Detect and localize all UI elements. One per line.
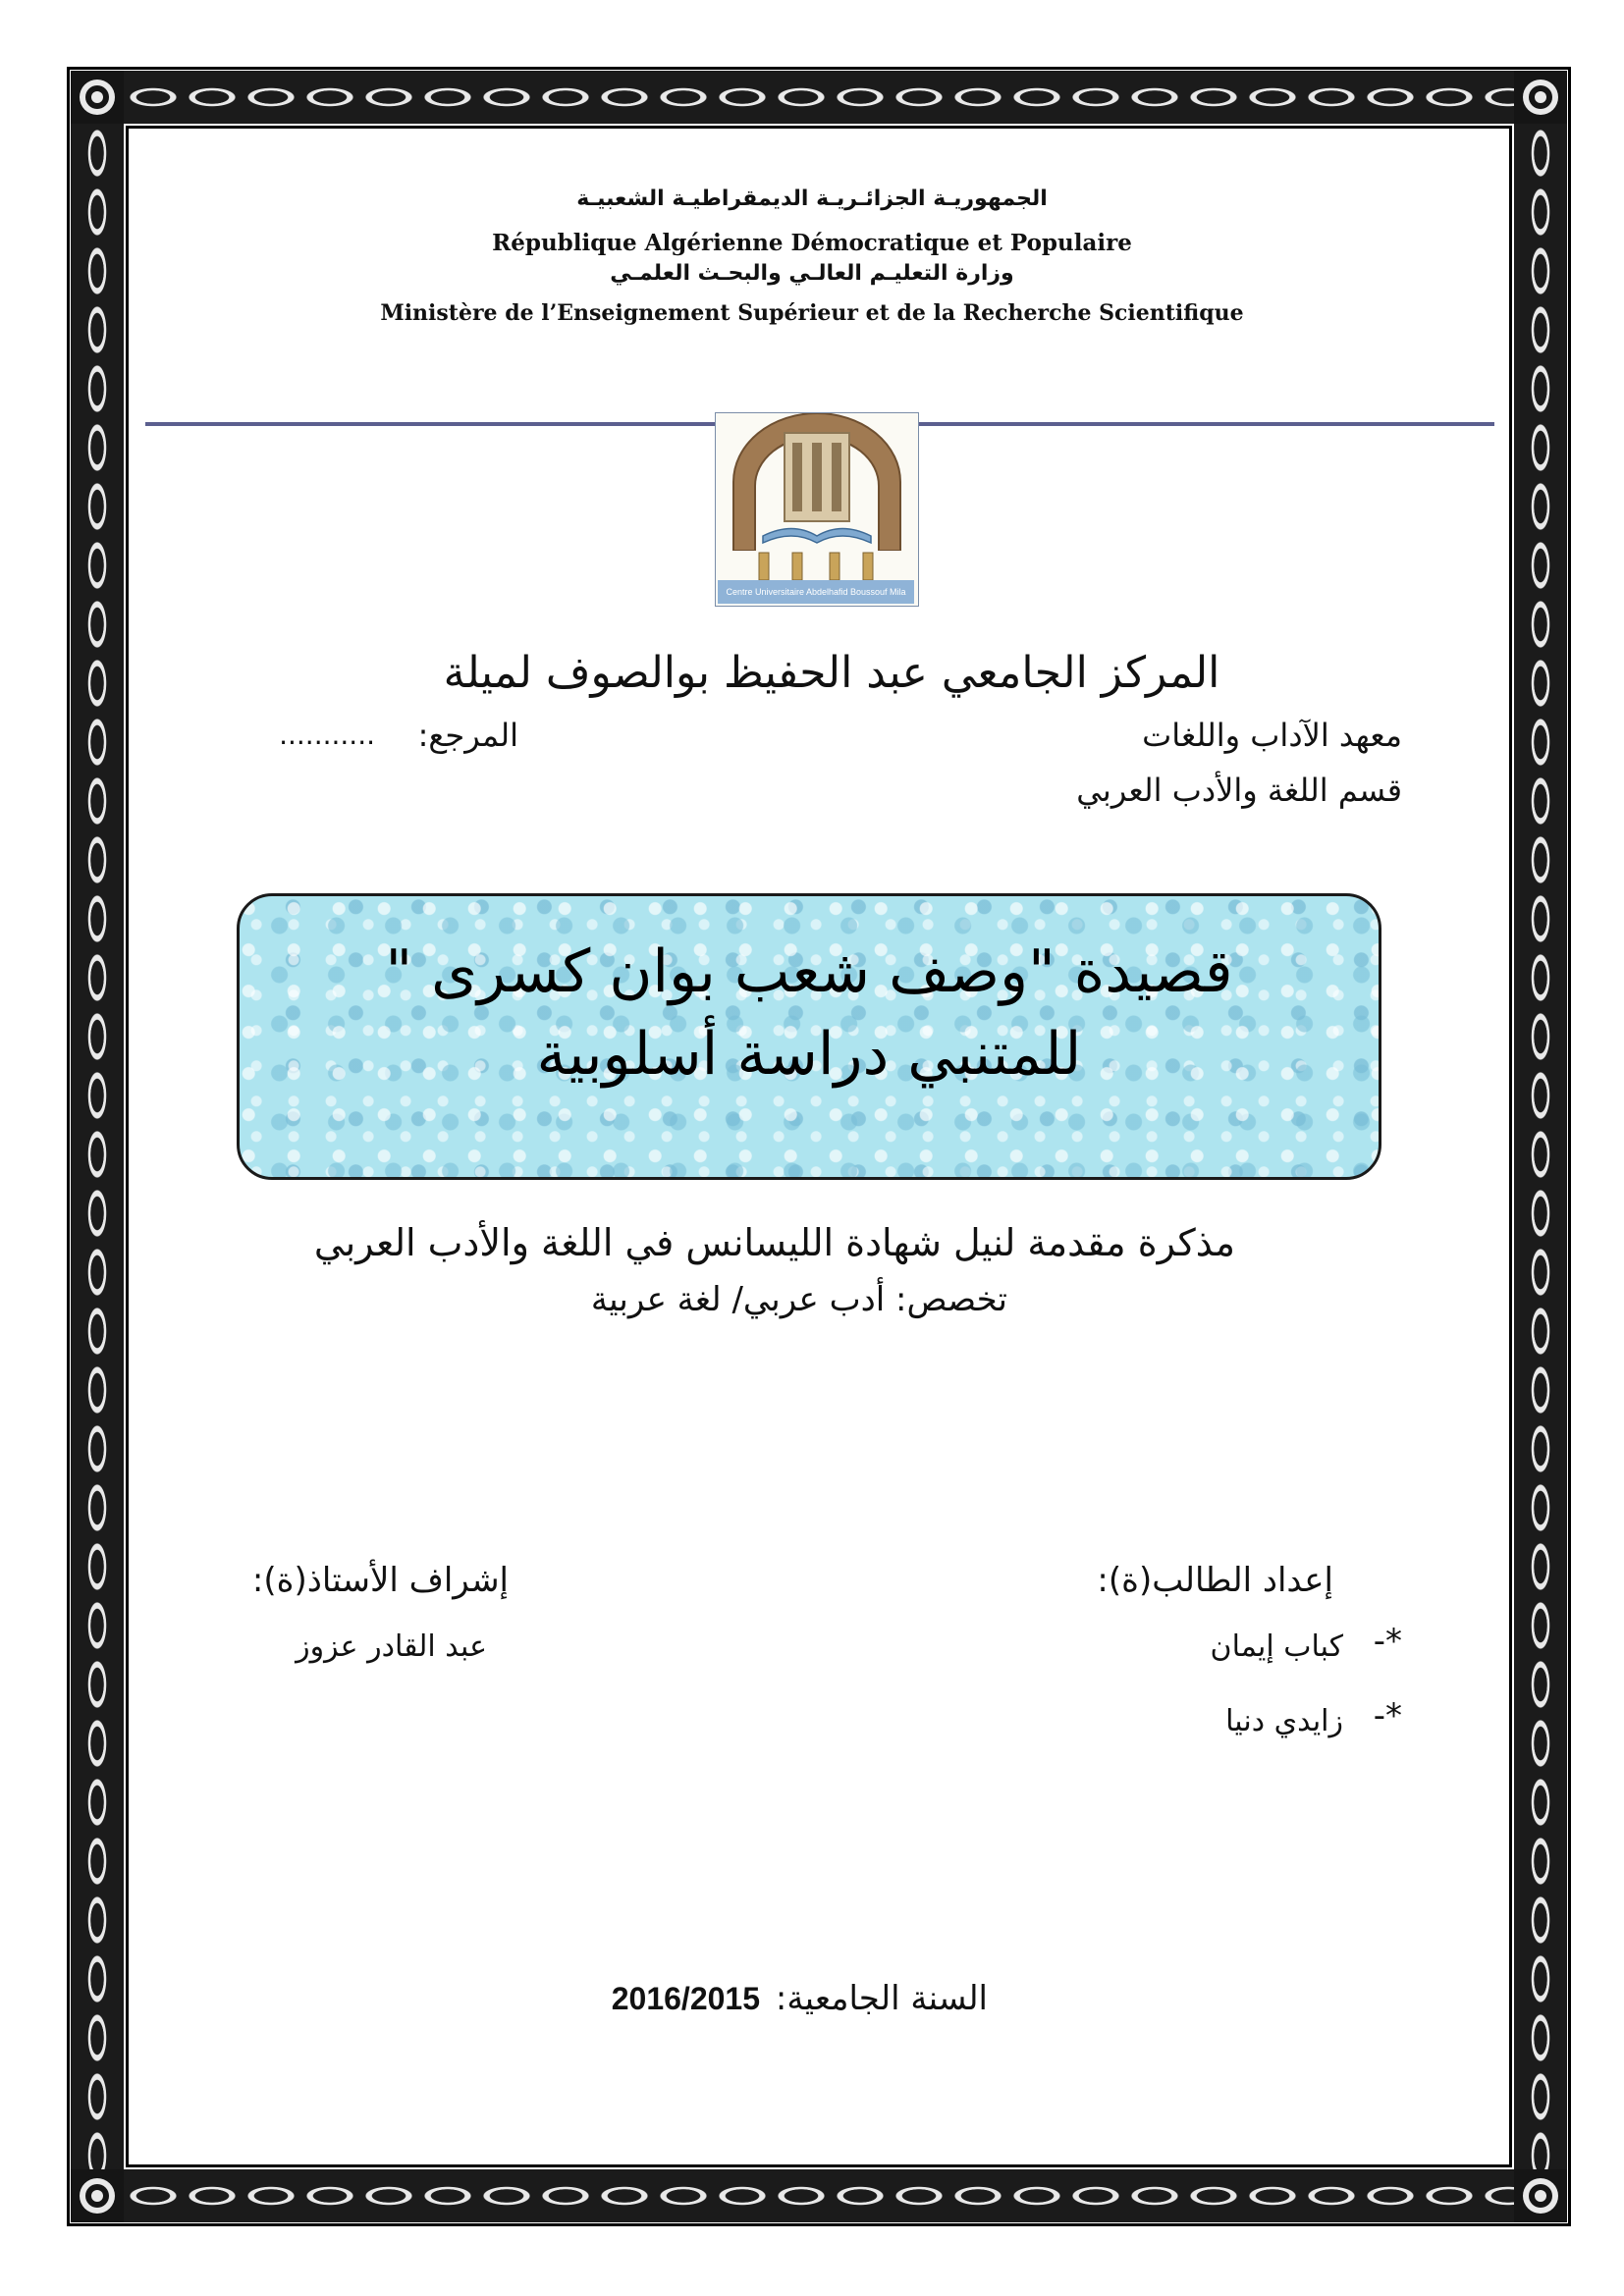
border-chain-left: [71, 124, 124, 2169]
thesis-description: مذكرة مقدمة لنيل شهادة الليسانس في اللغة والأدب العربي: [313, 1221, 1235, 1264]
student-name: زايدي دنيا: [1225, 1704, 1343, 1738]
department-name: قسم اللغة والأدب العربي: [1076, 772, 1402, 809]
logo-caption: Centre Universitaire Abdelhafid Boussouf Mila: [718, 580, 914, 604]
republic-arabic: الجمهوريـة الجزائـريـة الديمقراطيـة الشعبيـة: [576, 187, 1048, 211]
university-logo: [715, 412, 919, 607]
student-marker: *-: [1373, 1696, 1402, 1735]
header-divider-right: [917, 422, 1494, 426]
border-chain-top: [124, 71, 1514, 124]
supervisor-name: عبد القادر عزوز: [296, 1629, 487, 1664]
student-marker: *-: [1373, 1622, 1402, 1661]
ministry-french: Ministère de l’Enseignement Supérieur et de la Recherche Scientifique: [380, 300, 1244, 326]
thesis-title-box: [237, 893, 1381, 1180]
supervisor-label: إشراف الأستاذ(ة):: [251, 1561, 509, 1600]
corner-ornament-icon: [1514, 71, 1567, 124]
reference-value: ...........: [279, 719, 375, 751]
corner-ornament-icon: [71, 2169, 124, 2222]
student-name: كباب إيمان: [1210, 1629, 1343, 1664]
logo-columns-icon: [716, 551, 918, 582]
prepared-by-label: إعداد الطالب(ة):: [1097, 1561, 1333, 1600]
header-divider-left: [145, 422, 715, 426]
arch-building-icon: [716, 413, 918, 551]
academic-year-value: 2016/2015: [611, 1981, 760, 2016]
ministry-arabic: وزارة التعليـم العالـي والبحـث العلمـي: [610, 261, 1014, 286]
corner-ornament-icon: [71, 71, 124, 124]
institute-name: معهد الآداب واللغات: [1142, 717, 1402, 754]
border-chain-bottom: [124, 2169, 1514, 2222]
border-chain-right: [1514, 124, 1567, 2169]
thesis-title-line2: للمتنبي دراسة أسلوبية: [536, 1020, 1082, 1089]
thesis-specialty: تخصص: أدب عربي/ لغة عربية: [590, 1280, 1007, 1319]
university-center-name: المركز الجامعي عبد الحفيظ بوالصوف لميلة: [443, 648, 1220, 698]
thesis-title-line1: قصيدة "وصف شعب بوان كسرى ": [385, 937, 1233, 1006]
republic-french: République Algérienne Démocratique et Populaire: [492, 230, 1132, 256]
corner-ornament-icon: [1514, 2169, 1567, 2222]
academic-year-label: السنة الجامعية:: [775, 1979, 988, 2018]
reference-label: المرجع:: [417, 717, 518, 754]
